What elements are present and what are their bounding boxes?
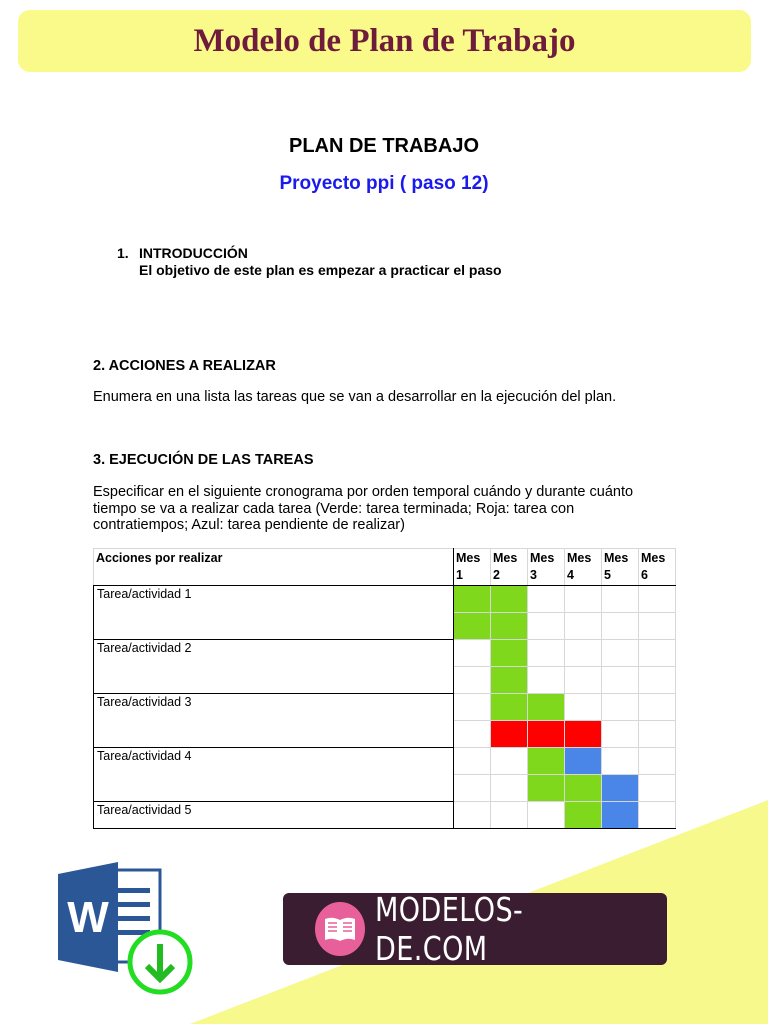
schedule-cell <box>565 586 602 613</box>
schedule-cell <box>454 586 491 613</box>
schedule-cell <box>491 586 528 613</box>
schedule-cell <box>565 613 602 640</box>
header-banner <box>18 10 751 72</box>
schedule-cell <box>491 694 528 721</box>
banner-title: Modelo de Plan de Trabajo <box>193 22 576 59</box>
header-month: Mes 4 <box>565 549 602 586</box>
schedule-cell <box>565 694 602 721</box>
schedule-cell <box>602 694 639 721</box>
book-icon <box>315 902 365 956</box>
schedule-cell <box>602 748 639 775</box>
schedule-cell <box>639 748 676 775</box>
schedule-cell <box>602 721 639 748</box>
schedule-cell <box>491 613 528 640</box>
schedule-cell <box>602 802 639 829</box>
schedule-cell <box>528 640 565 667</box>
text-line: tiempo se va a realizar cada tarea (Verde: tarea terminada; Roja: tarea con <box>93 500 575 517</box>
schedule-cell <box>639 775 676 802</box>
section-introduction <box>117 245 502 279</box>
schedule-cell <box>454 667 491 694</box>
document-title: PLAN DE TRABAJO <box>288 135 479 157</box>
section-number: 1. <box>117 245 129 261</box>
schedule-cell <box>639 667 676 694</box>
table-row <box>94 640 676 667</box>
text-line: Especificar en el siguiente cronograma por orden temporal cuándo y durante cuánto <box>93 484 634 500</box>
schedule-cell <box>528 586 565 613</box>
task-label: Tarea/actividad 3 <box>94 694 454 748</box>
table-row <box>94 694 676 721</box>
schedule-cell <box>454 613 491 640</box>
schedule-cell <box>565 721 602 748</box>
section-execution-heading: 3. EJECUCIÓN DE LAS TAREAS <box>93 452 314 468</box>
section-heading: INTRODUCCIÓN <box>139 245 248 261</box>
table-row <box>94 586 676 613</box>
schedule-cell <box>639 640 676 667</box>
schedule-cell <box>491 748 528 775</box>
schedule-cell <box>454 748 491 775</box>
schedule-cell <box>528 748 565 775</box>
task-label: Tarea/actividad 1 <box>94 586 454 640</box>
word-download-icon <box>58 860 198 1000</box>
svg-text:W: W <box>67 893 109 942</box>
schedule-cell <box>491 775 528 802</box>
text-line: contratiempos; Azul: tarea pendiente de realizar) <box>93 517 405 533</box>
header-month: Mes 3 <box>528 549 565 586</box>
schedule-cell <box>528 721 565 748</box>
schedule-cell <box>491 721 528 748</box>
schedule-cell <box>565 775 602 802</box>
schedule-cell <box>639 721 676 748</box>
schedule-cell <box>565 640 602 667</box>
schedule-cell <box>639 586 676 613</box>
schedule-cell <box>565 667 602 694</box>
schedule-cell <box>454 640 491 667</box>
header-month: Mes 5 <box>602 549 639 586</box>
schedule-cell <box>639 694 676 721</box>
section-actions-heading: 2. ACCIONES A REALIZAR <box>93 358 276 374</box>
section-actions-text: Enumera en una lista las tareas que se van a desarrollar en la ejecución del plan. <box>93 389 617 405</box>
schedule-cell <box>602 613 639 640</box>
brand-text: MODELOS-DE.COM <box>374 890 523 968</box>
task-label: Tarea/actividad 4 <box>94 748 454 802</box>
table-row <box>94 802 676 829</box>
schedule-cell <box>602 640 639 667</box>
schedule-cell <box>565 748 602 775</box>
schedule-cell <box>528 613 565 640</box>
header-month: Mes 6 <box>639 549 676 586</box>
schedule-cell <box>602 586 639 613</box>
schedule-cell <box>528 775 565 802</box>
table-header-row <box>94 549 676 586</box>
schedule-cell <box>565 802 602 829</box>
header-month: Mes 1 <box>454 549 491 586</box>
schedule-cell <box>602 667 639 694</box>
schedule-table <box>93 548 676 829</box>
schedule-cell <box>602 775 639 802</box>
task-label: Tarea/actividad 2 <box>94 640 454 694</box>
table-row <box>94 748 676 775</box>
header-actions: Acciones por realizar <box>94 549 454 586</box>
schedule-cell <box>639 802 676 829</box>
schedule-cell <box>454 721 491 748</box>
section-text: El objetivo de este plan es empezar a practicar el paso <box>139 262 502 278</box>
schedule-cell <box>454 694 491 721</box>
schedule-cell <box>454 775 491 802</box>
schedule-cell <box>639 613 676 640</box>
brand-badge[interactable] <box>283 890 667 968</box>
schedule-cell <box>491 640 528 667</box>
task-label: Tarea/actividad 5 <box>94 802 454 829</box>
schedule-cell <box>491 667 528 694</box>
schedule-cell <box>528 802 565 829</box>
schedule-cell <box>454 802 491 829</box>
schedule-cell <box>491 802 528 829</box>
document-subtitle: Proyecto ppi ( paso 12) <box>279 173 489 194</box>
schedule-cell <box>528 667 565 694</box>
header-month: Mes 2 <box>491 549 528 586</box>
schedule-cell <box>528 694 565 721</box>
section-execution-text <box>93 484 693 534</box>
